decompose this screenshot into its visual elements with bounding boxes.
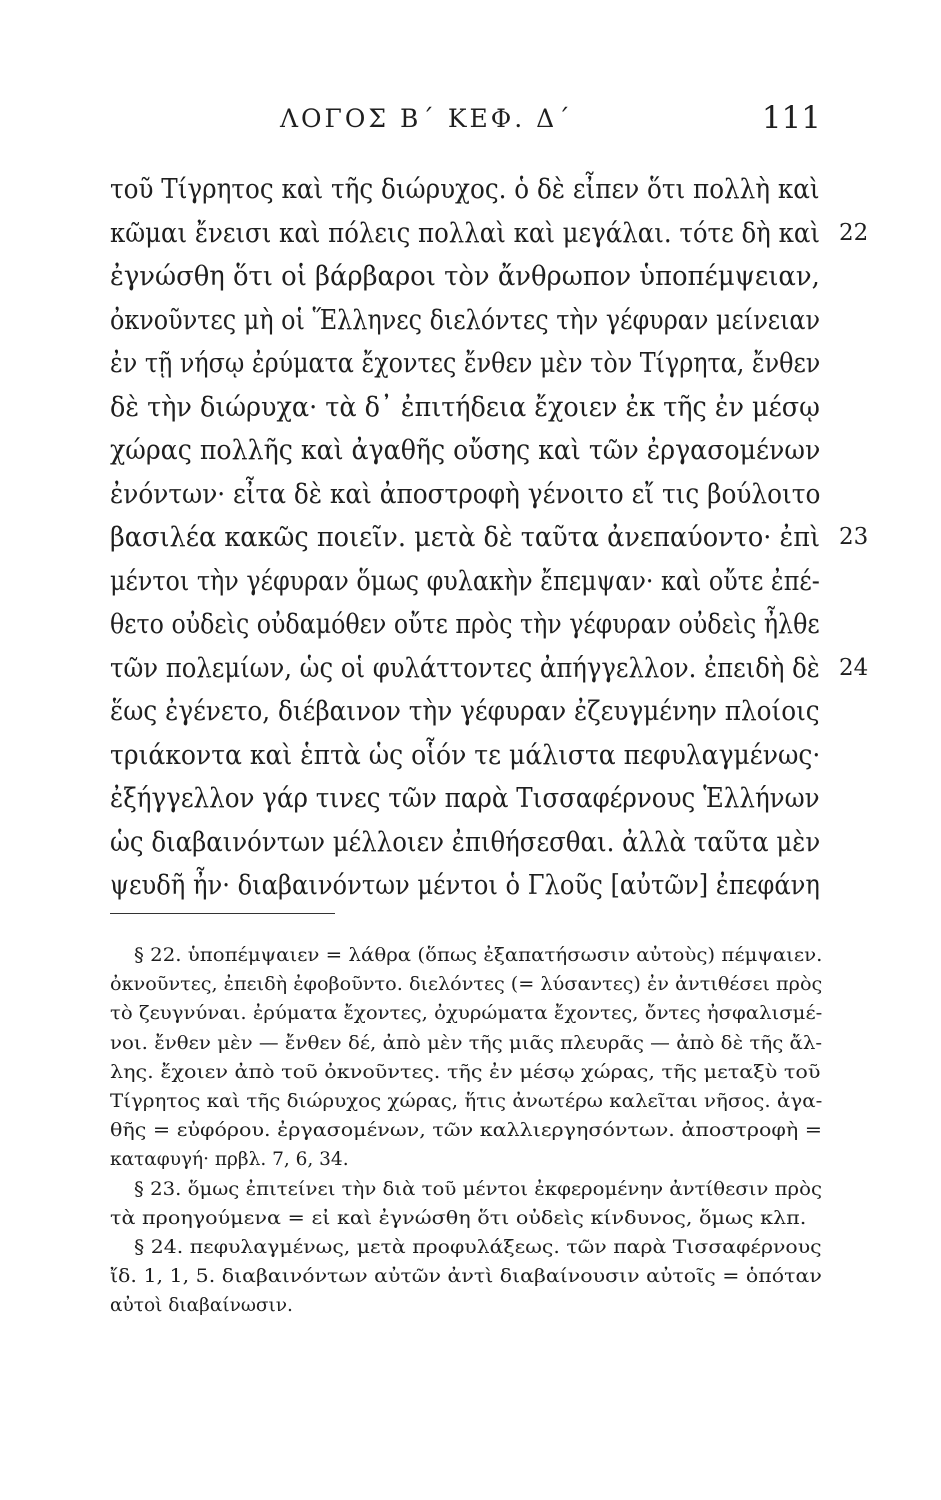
text-line: ἐγνώσθη ὅτι οἱ βάρβαροι τὸν ἄνθρωπον ὑποπέμψειαν,: [110, 261, 820, 292]
page-number: 111: [761, 100, 821, 136]
footnote-divider: [110, 913, 335, 914]
note-line: τὰ προηγούμενα = εἰ καὶ ἐγνώσθη ὅτι οὐδεὶς κίνδυνος, ὅμως κλπ.: [110, 1207, 807, 1229]
note-line: καταφυγή· πρβλ. 7, 6, 34.: [110, 1149, 349, 1171]
note-line: ὀκνοῦντες, ἐπειδὴ ἐφοβοῦντο. διελόντες (= λύσαντες) ἐν ἀντιθέσει πρὸς: [110, 974, 823, 996]
text-line: ἐνόντων· εἶτα δὲ καὶ ἀποστροφὴ γένοιτο εἴ τις βούλοιτο: [110, 478, 821, 510]
page-header: [0, 100, 941, 144]
section-number: 22: [839, 219, 869, 246]
text-line: θετο οὐδεὶς οὐδαμόθεν οὔτε πρὸς τὴν γέφυραν οὐδεὶς ἦλθε: [110, 609, 820, 640]
note-line: § 23. ὅμως ἐπιτείνει τὴν διὰ τοῦ μέντοι ἐκφερομένην ἀντίθεσιν πρὸς: [134, 1178, 822, 1200]
note-line: νοι. ἔνθεν μὲν — ἔνθεν δέ, ἀπὸ μὲν τῆς μιᾶς πλευρᾶς — ἀπὸ δὲ τῆς ἄλ-: [110, 1032, 823, 1054]
text-line: δὲ τὴν διώρυχα· τὰ δ᾽ ἐπιτήδεια ἔχοιεν ἐκ τῆς ἐν μέσῳ: [110, 391, 820, 423]
running-title: ΛΟΓΟΣ Β΄ ΚΕΦ. Δ΄: [280, 104, 573, 133]
text-line: μέντοι τὴν γέφυραν ὅμως φυλακὴν ἔπεμψαν· καὶ οὔτε ἐπέ-: [110, 565, 820, 597]
text-line: ἐξήγγελλον γάρ τινες τῶν παρὰ Τισσαφέρνους Ἑλλήνων: [110, 783, 820, 814]
section-number: 24: [839, 654, 869, 681]
text-line: τῶν πολεμίων, ὡς οἱ φυλάττοντες ἀπήγγελλον. ἐπειδὴ δὲ: [110, 652, 820, 684]
section-number: 23: [839, 524, 869, 550]
text-line: ἐν τῇ νήσῳ ἐρύματα ἔχοντες ἔνθεν μὲν τὸν Τίγρητα, ἔνθεν: [110, 348, 821, 379]
note-line: θῆς = εὐφόρου. ἐργασομένων, τῶν καλλιεργησόντων. ἀποστροφὴ =: [110, 1120, 823, 1142]
text-line: βασιλέα κακῶς ποιεῖν. μετὰ δὲ ταῦτα ἀνεπαύοντο· ἐπὶ: [110, 522, 821, 553]
note-line: § 22. ὑποπέμψαιεν = λάθρα (ὅπως ἐξαπατήσωσιν αὐτοὺς) πέμψαιεν.: [134, 945, 823, 966]
note-line: λης. ἔχοιεν ἀπὸ τοῦ ὀκνοῦντες. τῆς ἐν μέσῳ χώρας, τῆς μεταξὺ τοῦ: [110, 1061, 821, 1083]
text-line: χώρας πολλῆς καὶ ἀγαθῆς οὔσης καὶ τῶν ἐργασομένων: [110, 435, 821, 466]
note-line: αὐτοὶ διαβαίνωσιν.: [110, 1295, 293, 1317]
text-line: ἕως ἐγένετο, διέβαινον τὴν γέφυραν ἐζευγμένην πλοίοις: [110, 696, 820, 727]
text-line: τριάκοντα καὶ ἑπτὰ ὡς οἷόν τε μάλιστα πεφυλαγμένως·: [110, 739, 821, 771]
text-line: ὀκνοῦντες μὴ οἱ Ἕλληνες διελόντες τὴν γέφυραν μείνειαν: [110, 304, 821, 336]
text-line: ψευδῆ ἦν· διαβαινόντων μέντοι ὁ Γλοῦς [αὐτῶν] ἐπεφάνη: [110, 870, 820, 901]
text-line: ὡς διαβαινόντων μέλλοιεν ἐπιθήσεσθαι. ἀλλὰ ταῦτα μὲν: [110, 826, 821, 858]
note-line: Τίγρητος καὶ τῆς διώρυχος χώρας, ἥτις ἀνωτέρω καλεῖται νῆσος. ἀγα-: [110, 1091, 823, 1112]
text-line: τοῦ Τίγρητος καὶ τῆς διώρυχος. ὁ δὲ εἶπεν ὅτι πολλὴ καὶ: [110, 174, 820, 205]
note-line: ἴδ. 1, 1, 5. διαβαινόντων αὐτῶν ἀντὶ διαβαίνουσιν αὐτοῖς = ὁπόταν: [110, 1266, 822, 1288]
text-line: κῶμαι ἔνεισι καὶ πόλεις πολλαὶ καὶ μεγάλαι. τότε δὴ καὶ: [110, 217, 820, 249]
note-line: § 24. πεφυλαγμένως, μετὰ προφυλάξεως. τῶν παρὰ Τισσαφέρνους: [134, 1237, 822, 1258]
note-line: τὸ ζευγνύναι. ἐρύματα ἔχοντες, ὀχυρώματα ἔχοντες, ὄντες ἠσφαλισμέ-: [110, 1003, 823, 1025]
